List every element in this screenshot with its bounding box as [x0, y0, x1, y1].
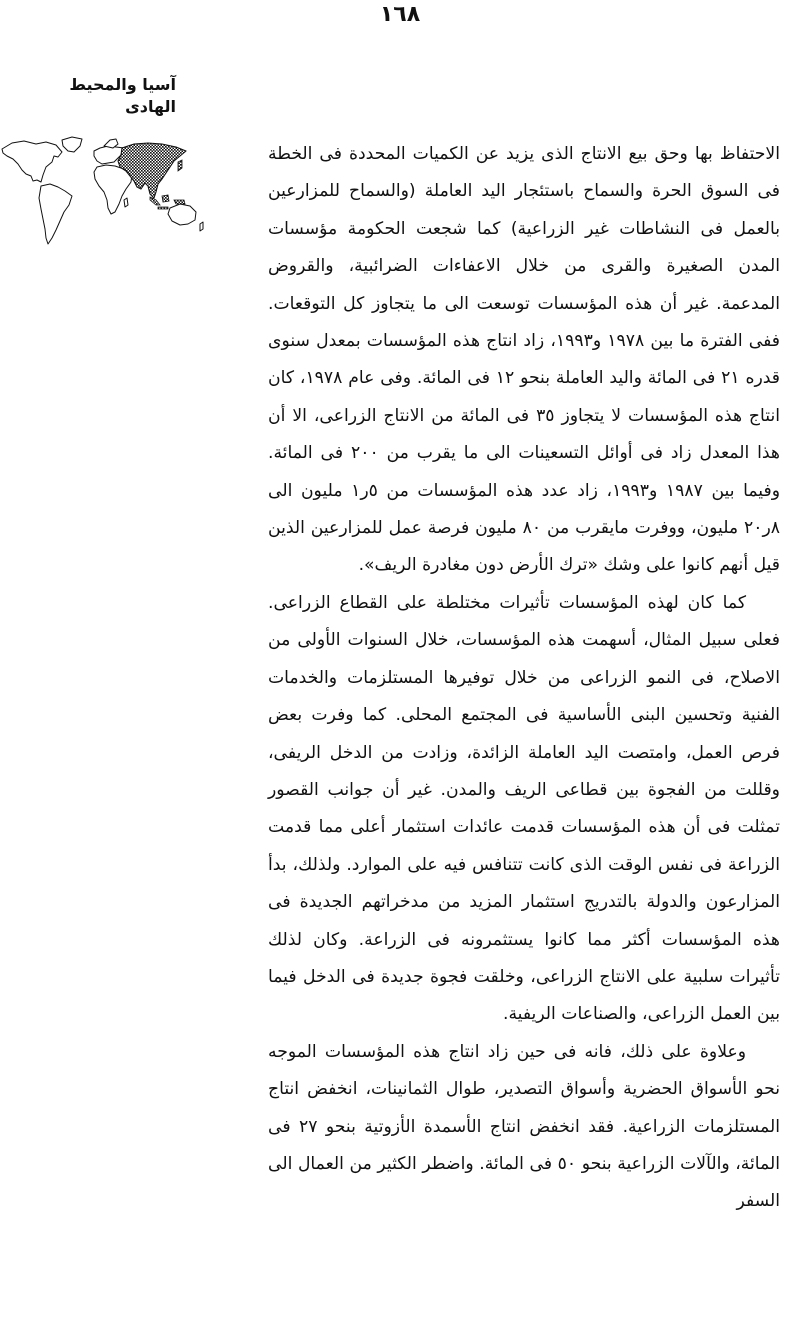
paragraph-2: كما كان لهذه المؤسسات تأثيرات مختلطة على القطاع الزراعى. فعلى سبيل المثال، أسهمت هذه المؤسسات، خلال السنوات الأولى من الاصلاح، فى النمو الزراعى من خلال توفيرها المستلزمات والخدمات الفنية وتحسين البنى الأساسية فى المجتمع المحلى. كما وفرت بعض فرص العمل، وامتصت اليد العاملة الزائدة، وزادت من الدخل الريفى، وقللت من الفجوة بين قطاعى الريف والمدن. غير أن جوانب القصور تمثلت فى أن هذه المؤسسات قدمت عائدات استثمار أعلى مما قدمت الزراعة فى نفس الوقت الذى كانت تتنافس فيه على الموارد. ولذلك، بدأ المزارعون والدولة بالتدريج استثمار المزيد من مدخراتهم الجديدة فى هذه المؤسسات أكثر مما كانوا يستثمرونه فى الزراعة. وكان لذلك تأثيرات سلبية على الانتاج الزراعى، وخلقت فجوة جديدة فى الدخل فيما بين العمل الزراعى، والصناعات الريفية. — [268, 592, 780, 1025]
map-madagascar — [124, 198, 128, 207]
map-island-new-guinea — [174, 200, 185, 204]
paragraph-1: الاحتفاظ بها وحق بيع الانتاج الذى يزيد عن الكميات المحددة فى الخطة فى السوق الحرة والسماح باستئجار اليد العاملة (والسماح للمزارعين بالعمل فى النشاطات غير الزراعية) كما شجعت الحكومة مؤسسات المدن الصغيرة والقرى من خلال الاعفاءات الضرائبية، والقروض المدعمة. غير أن هذه المؤسسات توسعت الى ما يتجاوز كل التوقعات. ففى الفترة ما بين ١٩٧٨ و١٩٩٣، زاد انتاج هذه المؤسسات بمعدل سنوى قدره ٢١ فى المائة واليد العاملة بنحو ١٢ فى المائة. وفى عام ١٩٧٨، كان انتاج هذه المؤسسات لا يتجاوز ٣٥ فى المائة من الانتاج الزراعى، الا أن هذا المعدل زاد فى أوائل التسعينات الى ما يقرب من ٢٠٠ فى المائة. وفيما بين ١٩٨٧ و١٩٩٣، زاد عدد هذه المؤسسات من ٥ر١ مليون الى ٨ر٢٠ مليون، ووفرت مايقرب من ٨٠ مليون فرصة عمل للمزارعين الذين قيل أنهم كانوا على وشك «ترك الأرض دون مغادرة الريف». — [268, 144, 781, 576]
body-text — [268, 136, 780, 1221]
running-header: آسيا والمحيط الهادى — [69, 75, 176, 116]
map-greenland — [62, 137, 82, 152]
map-japan — [178, 160, 182, 171]
map-south-america — [39, 184, 72, 244]
map-island-java — [158, 207, 168, 209]
world-map-icon — [0, 134, 206, 250]
map-north-america — [2, 141, 62, 182]
map-island-sumatra — [150, 197, 160, 205]
page-number: ١٦٨ — [379, 2, 421, 27]
map-island-borneo — [162, 195, 169, 202]
paragraph-3: وعلاوة على ذلك، فانه فى حين زاد انتاج هذه المؤسسات الموجه نحو الأسواق الحضرية وأسواق التصدير، طوال الثمانينات، انخفض انتاج المستلزمات الزراعية. فقد انخفض انتاج الأسمدة الأزوتية بنحو ٢٧ فى المائة، والآلات الزراعية بنحو ٥٠ فى المائة. واضطر الكثير من العمال الى السفر — [268, 1041, 780, 1212]
map-asia-highlighted — [118, 143, 186, 198]
map-new-zealand — [200, 222, 203, 231]
map-australia — [168, 204, 196, 225]
